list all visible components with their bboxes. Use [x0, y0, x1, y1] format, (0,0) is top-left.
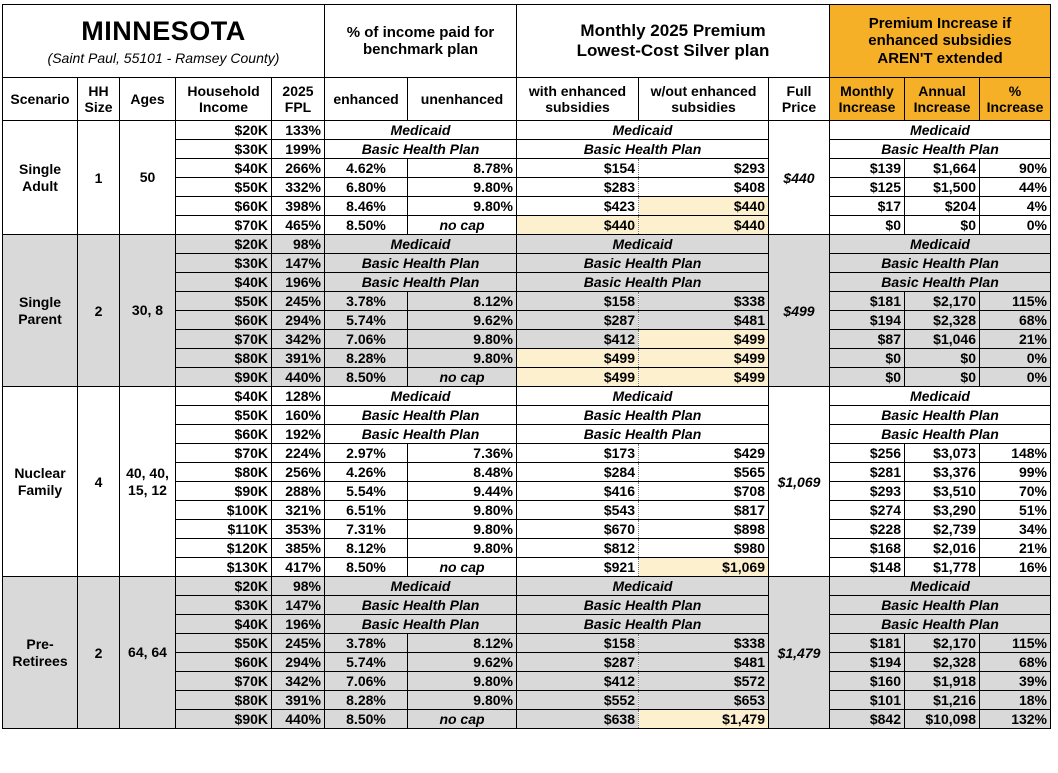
fpl-percent: 398% [272, 197, 325, 216]
pct-increase: 34% [980, 520, 1051, 539]
premium-with-enhanced: $423 [517, 197, 639, 216]
unenhanced-pct: 9.80% [408, 197, 517, 216]
table-row [3, 235, 1051, 254]
premium-without-enhanced: $293 [639, 159, 769, 178]
col-household-income: Household Income [176, 78, 272, 121]
ages: 64, 64 [120, 577, 176, 729]
annual-increase: $0 [905, 349, 980, 368]
fpl-percent: 133% [272, 121, 325, 140]
unenhanced-pct: no cap [408, 216, 517, 235]
coverage-type: Medicaid [830, 387, 1051, 406]
household-income: $50K [176, 406, 272, 425]
household-income: $100K [176, 501, 272, 520]
fpl-percent: 391% [272, 691, 325, 710]
fpl-percent: 342% [272, 330, 325, 349]
enhanced-pct: 5.74% [325, 653, 408, 672]
table-row [3, 577, 1051, 596]
monthly-premium-header [517, 5, 830, 78]
scenario-name: Pre-Retirees [3, 577, 78, 729]
household-income: $60K [176, 425, 272, 444]
premium-without-enhanced: $338 [639, 634, 769, 653]
coverage-type: Basic Health Plan [325, 254, 517, 273]
unenhanced-pct: 8.78% [408, 159, 517, 178]
premium-with-enhanced: $499 [517, 368, 639, 387]
household-income: $80K [176, 463, 272, 482]
coverage-type: Basic Health Plan [830, 615, 1051, 634]
coverage-type: Basic Health Plan [325, 140, 517, 159]
premium-without-enhanced: $481 [639, 653, 769, 672]
premium-without-enhanced: $408 [639, 178, 769, 197]
full-price: $1,069 [769, 387, 830, 577]
monthly-increase: $281 [830, 463, 905, 482]
increase-header-text: Premium Increase if enhanced subsidies AREN'T extended [868, 15, 1012, 67]
fpl-percent: 98% [272, 235, 325, 254]
pct-increase: 51% [980, 501, 1051, 520]
enhanced-pct: 8.12% [325, 539, 408, 558]
fpl-percent: 440% [272, 368, 325, 387]
fpl-percent: 288% [272, 482, 325, 501]
hh-size: 1 [78, 121, 120, 235]
location-subtitle: (Saint Paul, 55101 - Ramsey County) [47, 49, 280, 66]
coverage-type: Basic Health Plan [517, 596, 769, 615]
monthly-increase: $274 [830, 501, 905, 520]
premium-without-enhanced: $980 [639, 539, 769, 558]
unenhanced-pct: 8.12% [408, 634, 517, 653]
col-full-price: Full Price [769, 78, 830, 121]
col-without-enhanced: w/out enhanced subsidies [639, 78, 769, 121]
ages: 50 [120, 121, 176, 235]
pct-increase: 0% [980, 368, 1051, 387]
coverage-type: Basic Health Plan [325, 615, 517, 634]
premium-without-enhanced: $338 [639, 292, 769, 311]
fpl-percent: 266% [272, 159, 325, 178]
fpl-percent: 192% [272, 425, 325, 444]
fpl-percent: 128% [272, 387, 325, 406]
ages: 40, 40, 15, 12 [120, 387, 176, 577]
household-income: $70K [176, 330, 272, 349]
household-income: $20K [176, 235, 272, 254]
enhanced-pct: 5.74% [325, 311, 408, 330]
household-income: $70K [176, 444, 272, 463]
income-pct-header: % of income paid for benchmark plan [325, 5, 517, 78]
table-row [3, 387, 1051, 406]
fpl-percent: 256% [272, 463, 325, 482]
fpl-percent: 224% [272, 444, 325, 463]
unenhanced-pct: 8.12% [408, 292, 517, 311]
annual-increase: $1,918 [905, 672, 980, 691]
coverage-type: Basic Health Plan [517, 254, 769, 273]
household-income: $20K [176, 121, 272, 140]
scenario-name: Nuclear Family [3, 387, 78, 577]
household-income: $30K [176, 140, 272, 159]
household-income: $40K [176, 387, 272, 406]
premium-with-enhanced: $158 [517, 292, 639, 311]
fpl-percent: 196% [272, 615, 325, 634]
coverage-type: Basic Health Plan [325, 273, 517, 292]
coverage-type: Medicaid [517, 387, 769, 406]
coverage-type: Medicaid [517, 235, 769, 254]
premium-without-enhanced: $429 [639, 444, 769, 463]
premium-without-enhanced: $499 [639, 349, 769, 368]
enhanced-pct: 3.78% [325, 292, 408, 311]
pct-increase: 99% [980, 463, 1051, 482]
unenhanced-pct: no cap [408, 710, 517, 729]
enhanced-pct: 6.51% [325, 501, 408, 520]
col-enhanced: enhanced [325, 78, 408, 121]
monthly-increase: $0 [830, 368, 905, 387]
premium-with-enhanced: $638 [517, 710, 639, 729]
hh-size: 2 [78, 235, 120, 387]
coverage-type: Basic Health Plan [517, 425, 769, 444]
unenhanced-pct: 9.80% [408, 672, 517, 691]
enhanced-pct: 3.78% [325, 634, 408, 653]
premium-with-enhanced: $670 [517, 520, 639, 539]
fpl-percent: 465% [272, 216, 325, 235]
fpl-percent: 196% [272, 273, 325, 292]
monthly-increase: $101 [830, 691, 905, 710]
household-income: $90K [176, 482, 272, 501]
coverage-type: Basic Health Plan [830, 425, 1051, 444]
premium-with-enhanced: $412 [517, 330, 639, 349]
fpl-percent: 147% [272, 254, 325, 273]
premium-without-enhanced: $898 [639, 520, 769, 539]
unenhanced-pct: 9.62% [408, 653, 517, 672]
annual-increase: $3,376 [905, 463, 980, 482]
premium-with-enhanced: $284 [517, 463, 639, 482]
annual-increase: $1,216 [905, 691, 980, 710]
pct-increase: 0% [980, 349, 1051, 368]
unenhanced-pct: 9.80% [408, 520, 517, 539]
premium-with-enhanced: $440 [517, 216, 639, 235]
premium-without-enhanced: $499 [639, 368, 769, 387]
annual-increase: $3,510 [905, 482, 980, 501]
monthly-increase: $160 [830, 672, 905, 691]
unenhanced-pct: 8.48% [408, 463, 517, 482]
enhanced-pct: 7.06% [325, 330, 408, 349]
fpl-percent: 294% [272, 653, 325, 672]
coverage-type: Medicaid [325, 235, 517, 254]
premium-with-enhanced: $543 [517, 501, 639, 520]
fpl-percent: 147% [272, 596, 325, 615]
unenhanced-pct: 7.36% [408, 444, 517, 463]
unenhanced-pct: 9.80% [408, 330, 517, 349]
monthly-increase: $228 [830, 520, 905, 539]
unenhanced-pct: 9.62% [408, 311, 517, 330]
coverage-type: Basic Health Plan [830, 406, 1051, 425]
household-income: $50K [176, 178, 272, 197]
annual-increase: $1,500 [905, 178, 980, 197]
title-cell [3, 5, 325, 78]
household-income: $40K [176, 273, 272, 292]
col-scenario: Scenario [3, 78, 78, 121]
fpl-percent: 294% [272, 311, 325, 330]
premium-with-enhanced: $283 [517, 178, 639, 197]
annual-increase: $2,170 [905, 634, 980, 653]
household-income: $80K [176, 691, 272, 710]
premium-without-enhanced: $565 [639, 463, 769, 482]
fpl-percent: 391% [272, 349, 325, 368]
monthly-increase: $87 [830, 330, 905, 349]
household-income: $90K [176, 368, 272, 387]
hh-size: 2 [78, 577, 120, 729]
coverage-type: Basic Health Plan [517, 140, 769, 159]
header-row-2 [3, 78, 1051, 121]
monthly-increase: $125 [830, 178, 905, 197]
fpl-percent: 342% [272, 672, 325, 691]
premium-with-enhanced: $158 [517, 634, 639, 653]
fpl-percent: 199% [272, 140, 325, 159]
unenhanced-pct: 9.80% [408, 501, 517, 520]
monthly-increase: $842 [830, 710, 905, 729]
household-income: $50K [176, 634, 272, 653]
coverage-type: Basic Health Plan [325, 425, 517, 444]
household-income: $30K [176, 254, 272, 273]
household-income: $60K [176, 653, 272, 672]
fpl-percent: 385% [272, 539, 325, 558]
hh-size: 4 [78, 387, 120, 577]
household-income: $110K [176, 520, 272, 539]
annual-increase: $2,328 [905, 653, 980, 672]
pct-increase: 148% [980, 444, 1051, 463]
col-annual-increase: Annual Increase [905, 78, 980, 121]
premium-without-enhanced: $708 [639, 482, 769, 501]
pct-increase: 70% [980, 482, 1051, 501]
col-fpl: 2025 FPL [272, 78, 325, 121]
pct-increase: 21% [980, 330, 1051, 349]
pct-increase: 68% [980, 311, 1051, 330]
ages: 30, 8 [120, 235, 176, 387]
household-income: $70K [176, 216, 272, 235]
premium-without-enhanced: $1,479 [639, 710, 769, 729]
monthly-increase: $17 [830, 197, 905, 216]
unenhanced-pct: no cap [408, 368, 517, 387]
annual-increase: $0 [905, 216, 980, 235]
annual-increase: $1,664 [905, 159, 980, 178]
premium-without-enhanced: $1,069 [639, 558, 769, 577]
household-income: $80K [176, 349, 272, 368]
header-row-1 [3, 5, 1051, 78]
monthly-premium-header-text: Monthly 2025 Premium Lowest-Cost Silver plan [576, 21, 770, 60]
full-price: $499 [769, 235, 830, 387]
enhanced-pct: 2.97% [325, 444, 408, 463]
fpl-percent: 160% [272, 406, 325, 425]
monthly-increase: $0 [830, 349, 905, 368]
pct-increase: 132% [980, 710, 1051, 729]
pct-increase: 16% [980, 558, 1051, 577]
unenhanced-pct: 9.80% [408, 349, 517, 368]
col-with-enhanced: with enhanced subsidies [517, 78, 639, 121]
fpl-percent: 245% [272, 292, 325, 311]
pct-increase: 44% [980, 178, 1051, 197]
coverage-type: Basic Health Plan [517, 273, 769, 292]
monthly-increase: $0 [830, 216, 905, 235]
scenario-name: Single Adult [3, 121, 78, 235]
unenhanced-pct: no cap [408, 558, 517, 577]
enhanced-pct: 8.50% [325, 558, 408, 577]
monthly-increase: $148 [830, 558, 905, 577]
coverage-type: Basic Health Plan [517, 615, 769, 634]
annual-increase: $1,778 [905, 558, 980, 577]
premium-without-enhanced: $440 [639, 216, 769, 235]
enhanced-pct: 8.28% [325, 349, 408, 368]
scenario-name: Single Parent [3, 235, 78, 387]
household-income: $40K [176, 159, 272, 178]
premium-with-enhanced: $812 [517, 539, 639, 558]
annual-increase: $0 [905, 368, 980, 387]
fpl-percent: 321% [272, 501, 325, 520]
premium-without-enhanced: $817 [639, 501, 769, 520]
pct-increase: 4% [980, 197, 1051, 216]
col-hh-size: HH Size [78, 78, 120, 121]
annual-increase: $2,328 [905, 311, 980, 330]
annual-increase: $2,016 [905, 539, 980, 558]
unenhanced-pct: 9.80% [408, 691, 517, 710]
pct-increase: 115% [980, 634, 1051, 653]
pct-increase: 21% [980, 539, 1051, 558]
state-title: MINNESOTA [81, 15, 246, 46]
col-unenhanced: unenhanced [408, 78, 517, 121]
monthly-increase: $194 [830, 653, 905, 672]
full-price: $440 [769, 121, 830, 235]
premium-with-enhanced: $416 [517, 482, 639, 501]
coverage-type: Basic Health Plan [325, 596, 517, 615]
fpl-percent: 353% [272, 520, 325, 539]
coverage-type: Medicaid [830, 577, 1051, 596]
premium-without-enhanced: $572 [639, 672, 769, 691]
fpl-percent: 440% [272, 710, 325, 729]
monthly-increase: $181 [830, 292, 905, 311]
coverage-type: Basic Health Plan [830, 254, 1051, 273]
enhanced-pct: 5.54% [325, 482, 408, 501]
premium-without-enhanced: $481 [639, 311, 769, 330]
coverage-type: Medicaid [830, 235, 1051, 254]
household-income: $20K [176, 577, 272, 596]
annual-increase: $204 [905, 197, 980, 216]
col-monthly-increase: Monthly Increase [830, 78, 905, 121]
monthly-increase: $256 [830, 444, 905, 463]
pct-increase: 68% [980, 653, 1051, 672]
enhanced-pct: 7.06% [325, 672, 408, 691]
household-income: $60K [176, 311, 272, 330]
premium-with-enhanced: $154 [517, 159, 639, 178]
col-pct-increase: % Increase [980, 78, 1051, 121]
pct-increase: 115% [980, 292, 1051, 311]
premium-comparison-table [2, 4, 1051, 729]
coverage-type: Medicaid [517, 121, 769, 140]
enhanced-pct: 8.50% [325, 216, 408, 235]
monthly-increase: $194 [830, 311, 905, 330]
fpl-percent: 245% [272, 634, 325, 653]
premium-with-enhanced: $287 [517, 653, 639, 672]
premium-without-enhanced: $440 [639, 197, 769, 216]
coverage-type: Medicaid [830, 121, 1051, 140]
coverage-type: Medicaid [325, 577, 517, 596]
enhanced-pct: 4.62% [325, 159, 408, 178]
premium-with-enhanced: $921 [517, 558, 639, 577]
fpl-percent: 332% [272, 178, 325, 197]
annual-increase: $2,739 [905, 520, 980, 539]
coverage-type: Basic Health Plan [830, 140, 1051, 159]
pct-increase: 90% [980, 159, 1051, 178]
monthly-increase: $293 [830, 482, 905, 501]
pct-increase: 39% [980, 672, 1051, 691]
enhanced-pct: 8.46% [325, 197, 408, 216]
household-income: $70K [176, 672, 272, 691]
household-income: $120K [176, 539, 272, 558]
monthly-increase: $168 [830, 539, 905, 558]
fpl-percent: 417% [272, 558, 325, 577]
coverage-type: Basic Health Plan [325, 406, 517, 425]
col-ages: Ages [120, 78, 176, 121]
household-income: $60K [176, 197, 272, 216]
premium-with-enhanced: $552 [517, 691, 639, 710]
fpl-percent: 98% [272, 577, 325, 596]
annual-increase: $2,170 [905, 292, 980, 311]
increase-header [830, 5, 1051, 78]
coverage-type: Medicaid [325, 387, 517, 406]
premium-without-enhanced: $499 [639, 330, 769, 349]
annual-increase: $3,073 [905, 444, 980, 463]
enhanced-pct: 6.80% [325, 178, 408, 197]
enhanced-pct: 7.31% [325, 520, 408, 539]
household-income: $130K [176, 558, 272, 577]
household-income: $30K [176, 596, 272, 615]
monthly-increase: $181 [830, 634, 905, 653]
premium-with-enhanced: $499 [517, 349, 639, 368]
enhanced-pct: 8.28% [325, 691, 408, 710]
premium-without-enhanced: $653 [639, 691, 769, 710]
unenhanced-pct: 9.80% [408, 178, 517, 197]
monthly-increase: $139 [830, 159, 905, 178]
annual-increase: $3,290 [905, 501, 980, 520]
premium-with-enhanced: $412 [517, 672, 639, 691]
household-income: $40K [176, 615, 272, 634]
pct-increase: 0% [980, 216, 1051, 235]
household-income: $50K [176, 292, 272, 311]
coverage-type: Basic Health Plan [830, 273, 1051, 292]
unenhanced-pct: 9.80% [408, 539, 517, 558]
coverage-type: Basic Health Plan [830, 596, 1051, 615]
enhanced-pct: 8.50% [325, 368, 408, 387]
enhanced-pct: 8.50% [325, 710, 408, 729]
annual-increase: $1,046 [905, 330, 980, 349]
annual-increase: $10,098 [905, 710, 980, 729]
coverage-type: Basic Health Plan [517, 406, 769, 425]
pct-increase: 18% [980, 691, 1051, 710]
unenhanced-pct: 9.44% [408, 482, 517, 501]
coverage-type: Medicaid [517, 577, 769, 596]
household-income: $90K [176, 710, 272, 729]
premium-with-enhanced: $287 [517, 311, 639, 330]
full-price: $1,479 [769, 577, 830, 729]
coverage-type: Medicaid [325, 121, 517, 140]
table-row [3, 121, 1051, 140]
enhanced-pct: 4.26% [325, 463, 408, 482]
premium-with-enhanced: $173 [517, 444, 639, 463]
